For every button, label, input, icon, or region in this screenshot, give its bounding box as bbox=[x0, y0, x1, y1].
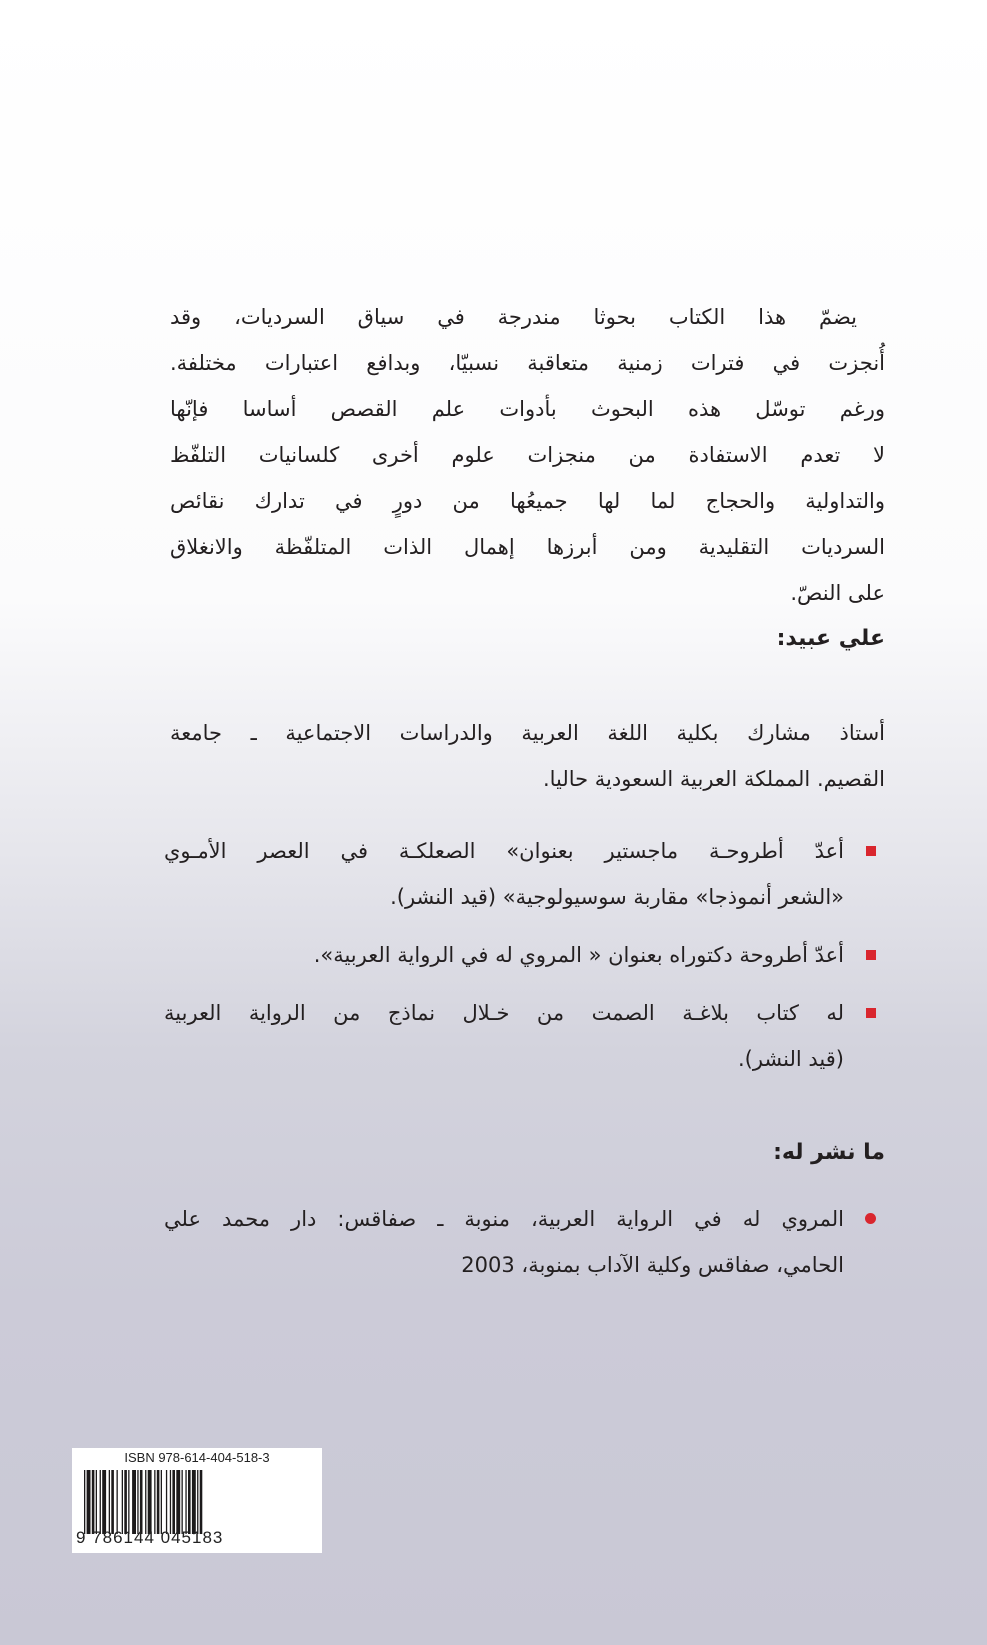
barcode-bar bbox=[109, 1470, 110, 1534]
bio-line: القصيم. المملكة العربية السعودية حاليا. bbox=[542, 767, 885, 791]
red-square-bullet-icon bbox=[866, 846, 876, 856]
barcode-bar bbox=[122, 1470, 123, 1534]
barcode-bar bbox=[154, 1470, 155, 1534]
red-dot-bullet-icon bbox=[865, 1213, 876, 1224]
blurb-line: أُنجزت في فترات زمنية متعاقبة نسبيّا، وبدافع اعتبارات مختلفة. bbox=[170, 351, 885, 375]
author-works bbox=[164, 828, 844, 1082]
barcode-bar bbox=[92, 1470, 95, 1534]
blurb-line: على النصّ. bbox=[790, 581, 885, 605]
barcode-bar bbox=[124, 1470, 127, 1534]
barcode-bar bbox=[117, 1470, 118, 1534]
item-text: له كتاب بلاغـة الصمت من خـلال نماذج من الرواية العربية bbox=[164, 1001, 844, 1025]
published-list bbox=[164, 1196, 844, 1288]
barcode-bar bbox=[84, 1470, 85, 1534]
list-item bbox=[164, 932, 844, 978]
published-heading: ما نشر له: bbox=[773, 1140, 885, 1165]
barcode-bar bbox=[87, 1470, 91, 1534]
barcode-bar bbox=[200, 1470, 203, 1534]
red-square-bullet-icon bbox=[866, 950, 876, 960]
item-text: الحامي، صفاقس وكلية الآداب بمنوبة، 2003 bbox=[461, 1253, 844, 1277]
barcode-bar bbox=[137, 1470, 138, 1534]
barcode-bar bbox=[172, 1470, 175, 1534]
blurb-line: يضمّ هذا الكتاب بحوثا مندرجة في سياق السرديات، وقد bbox=[170, 305, 857, 329]
barcode-bar bbox=[102, 1470, 106, 1534]
blurb bbox=[170, 294, 885, 662]
barcode-bar bbox=[148, 1470, 152, 1534]
blurb-line: لا تعدم الاستفادة من منجزات علوم أخرى كلسانيات التلفّظ bbox=[170, 443, 885, 467]
blurb-line: السرديات التقليدية ومن أبرزها إهمال الذات المتلفّظة والانغلاق bbox=[170, 535, 885, 559]
barcode-bar bbox=[166, 1470, 167, 1534]
list-item bbox=[164, 1196, 844, 1288]
bio-line: أستاذ مشارك بكلية اللغة العربية والدراسات الاجتماعية ـ جامعة bbox=[170, 721, 885, 745]
item-text: «الشعر أنموذجا» مقاربة سوسيولوجية» (قيد النشر). bbox=[390, 885, 844, 909]
barcode-bar bbox=[111, 1470, 114, 1534]
item-text: المروي له في الرواية العربية، منوبة ـ صفاقس: دار محمد علي bbox=[164, 1207, 844, 1231]
item-text: أعدّ أطروحـة ماجستير بعنوان» الصعلكـة في العصر الأمـوي bbox=[164, 839, 844, 863]
item-text: أعدّ أطروحة دكتوراه بعنوان « المروي له في الرواية العربية». bbox=[313, 943, 844, 967]
barcode-bar bbox=[140, 1470, 143, 1534]
isbn-barcode bbox=[72, 1448, 322, 1553]
barcode-bar bbox=[185, 1470, 186, 1534]
isbn-label: ISBN 978-614-404-518-3 bbox=[124, 1450, 270, 1465]
red-square-bullet-icon bbox=[866, 1008, 876, 1018]
barcode-bar bbox=[188, 1470, 191, 1534]
barcode-bar bbox=[161, 1470, 162, 1534]
published-section bbox=[170, 1130, 885, 1176]
barcode-digits: 9 786144 045183 bbox=[76, 1528, 224, 1547]
barcode-bar bbox=[192, 1470, 196, 1534]
list-item bbox=[164, 828, 844, 920]
blurb-line: ورغم توسّل هذه البحوث بأدوات علم القصص أساسا فإنّها bbox=[170, 397, 885, 421]
author-bio bbox=[170, 710, 885, 802]
author-name: علي عبيد: bbox=[776, 626, 885, 651]
blurb-line: والتداولية والحجاج لما لها جميعُها من دورٍ في تدارك نقائص bbox=[170, 489, 885, 513]
barcode-bar bbox=[197, 1470, 198, 1534]
barcode-bar bbox=[132, 1470, 136, 1534]
barcode-bar bbox=[170, 1470, 171, 1534]
barcode-bar bbox=[157, 1470, 160, 1534]
barcode-bar bbox=[100, 1470, 101, 1534]
barcode-bar bbox=[145, 1470, 146, 1534]
barcode-bar bbox=[128, 1470, 129, 1534]
barcode-bar bbox=[176, 1470, 180, 1534]
barcode-bar bbox=[182, 1470, 183, 1534]
item-text: (قيد النشر). bbox=[737, 1047, 844, 1071]
barcode-bar bbox=[96, 1470, 97, 1534]
list-item bbox=[164, 990, 844, 1082]
barcode-bars bbox=[84, 1470, 318, 1534]
